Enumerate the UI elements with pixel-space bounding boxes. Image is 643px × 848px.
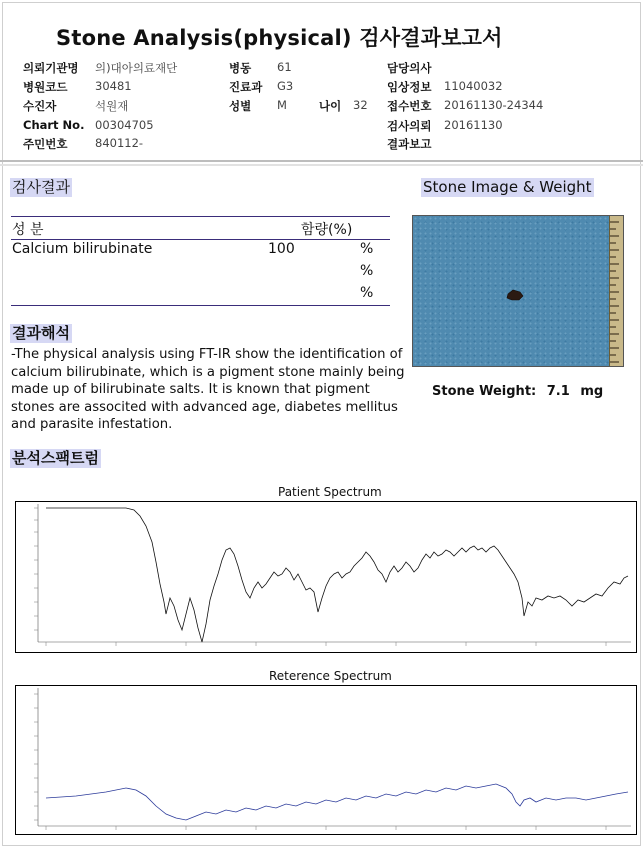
patient-axis-ticks [34, 508, 606, 646]
stone-heading: Stone Image & Weight [423, 178, 592, 196]
resident-no-label: 주민번호 [23, 137, 68, 151]
resident-no-value: 840112- [95, 136, 144, 150]
report-label: 결과보고 [387, 137, 432, 151]
doctor-label: 담당의사 [387, 61, 432, 75]
sex-value: M [277, 98, 287, 112]
results-table-header-rule [11, 239, 390, 240]
reference-spectrum-chart [15, 685, 637, 835]
patient-spectrum-chart [15, 501, 637, 653]
stone-weight-label: Stone Weight: [432, 384, 537, 399]
stone-weight [432, 384, 603, 399]
result-row-value: 100 [268, 241, 295, 257]
reference-axis-ticks [34, 694, 606, 830]
stone-photo [412, 215, 624, 367]
clinical-value: 11040032 [444, 79, 503, 93]
chart-no-label: Chart No. [23, 118, 85, 132]
results-table-top-rule [11, 216, 390, 217]
result-row-unit: % [360, 285, 374, 301]
reference-spectrum-title: Reterence Spectrum [269, 669, 392, 683]
institution-value: 의)대아의료재단 [95, 61, 178, 75]
examinee-value: 석원재 [95, 99, 129, 113]
stone-weight-unit: mg [580, 384, 604, 399]
dept-value: G3 [277, 79, 294, 93]
dept-label: 진료과 [229, 80, 263, 94]
age-label: 나이 [319, 99, 342, 113]
clinical-label: 임상정보 [387, 80, 432, 94]
hospital-code-label: 병원코드 [23, 80, 68, 94]
reference-spectrum-plot [16, 686, 636, 834]
request-value: 20161130 [444, 118, 503, 132]
request-label: 검사의뢰 [387, 119, 432, 133]
reference-spectrum-line [46, 784, 628, 820]
receipt-value: 20161130-24344 [444, 98, 544, 112]
hospital-code-value: 30481 [95, 79, 132, 93]
sex-label: 성별 [229, 99, 252, 113]
stone-weight-value: 7.1 [546, 384, 570, 399]
results-heading: 검사결과 [12, 178, 70, 196]
result-row-unit: % [360, 263, 374, 279]
chart-no-value: 00304705 [95, 118, 154, 132]
patient-spectrum-plot [16, 502, 636, 652]
result-row-component: Calcium bilirubinate [12, 241, 153, 257]
ward-label: 병동 [229, 61, 252, 75]
result-row-unit: % [360, 241, 374, 257]
stone-fragment [413, 216, 624, 367]
spectra-heading: 분석스팩트럼 [12, 449, 99, 467]
results-table-bottom-rule [11, 305, 390, 306]
header-divider-shadow [0, 164, 643, 166]
age-value: 32 [353, 98, 368, 112]
interpretation-heading: 결과해석 [12, 324, 70, 342]
measurement-ruler [609, 216, 623, 366]
institution-label: 의뢰기관명 [23, 61, 79, 75]
interpretation-text: -The physical analysis using FT-IR show the identification of calcium bilirubinate, which is a pigment stone mainly being made up of bilirubinate salts. It is known that pigment stones are associted with advanced age, diabetes mellitus and parasite infestation. [11, 347, 405, 432]
ward-value: 61 [277, 60, 292, 74]
examinee-label: 수진자 [23, 99, 57, 113]
ruler-ticks [610, 216, 623, 367]
patient-spectrum-line [46, 508, 628, 642]
results-col-content: 함량(%) [301, 222, 353, 238]
patient-spectrum-title: Patient Spectrum [278, 485, 382, 499]
header-divider [0, 160, 643, 162]
receipt-label: 접수번호 [387, 99, 432, 113]
results-col-component: 성 분 [12, 222, 44, 238]
page-title: Stone Analysis(physical) 검사결과보고서 [56, 26, 503, 50]
